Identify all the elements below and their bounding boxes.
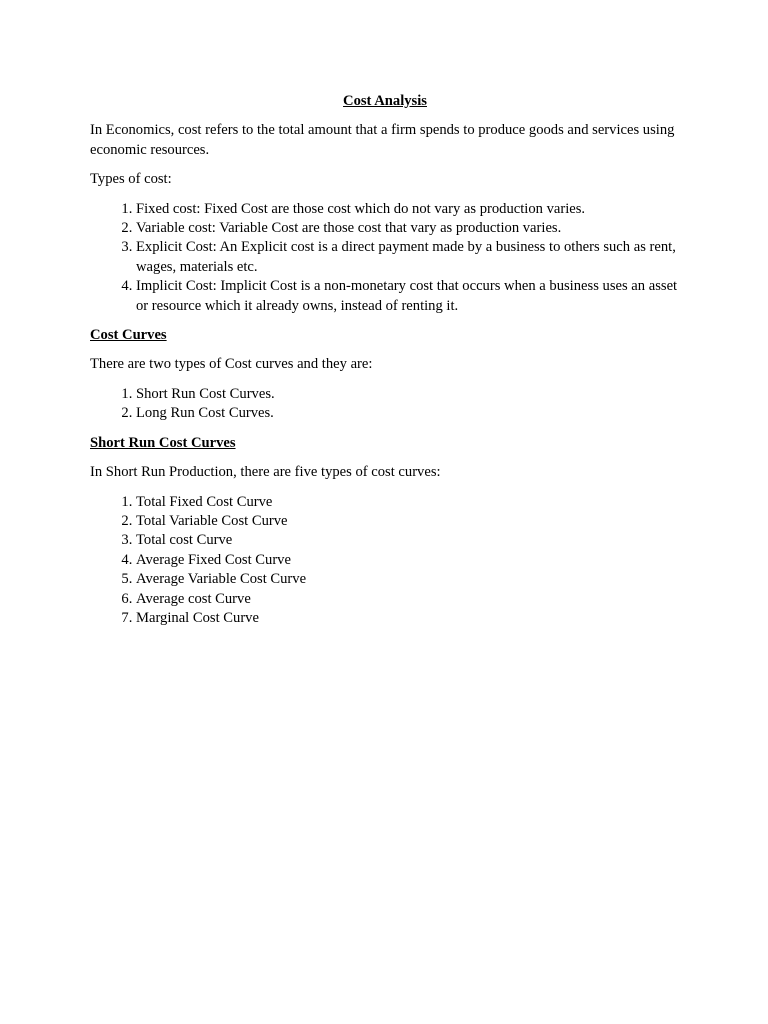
list-item: 1. Short Run Cost Curves. <box>136 385 680 404</box>
list-item: 5. Average Variable Cost Curve <box>136 570 680 589</box>
types-of-cost-list <box>90 200 680 316</box>
list-item: 1. Fixed cost: Fixed Cost are those cost which do not vary as production varies. <box>136 200 680 219</box>
short-run-heading: Short Run Cost Curves <box>90 434 236 451</box>
list-item: 3. Explicit Cost: An Explicit cost is a direct payment made by a business to others such as rent, wages, materials etc. <box>136 238 680 277</box>
list-item: 4. Implicit Cost: Implicit Cost is a non-monetary cost that occurs when a business uses an asset or resource which it already owns, instead of renting it. <box>136 277 680 316</box>
cost-curves-intro: There are two types of Cost curves and they are: <box>90 356 373 373</box>
cost-curves-heading: Cost Curves <box>90 327 167 344</box>
document-page <box>90 92 680 638</box>
types-label: Types of cost: <box>90 171 172 188</box>
intro-paragraph: In Economics, cost refers to the total amount that a firm spends to produce goods and services using economic resources. <box>90 122 675 158</box>
list-item: 2. Variable cost: Variable Cost are those cost that vary as production varies. <box>136 219 680 238</box>
list-item: 6. Average cost Curve <box>136 590 680 609</box>
list-item: 7. Marginal Cost Curve <box>136 609 680 628</box>
list-item: 2. Total Variable Cost Curve <box>136 512 680 531</box>
list-item: 1. Total Fixed Cost Curve <box>136 493 680 512</box>
list-item: 2. Long Run Cost Curves. <box>136 404 680 423</box>
short-run-curves-list <box>90 493 680 629</box>
cost-curves-list <box>90 385 680 424</box>
short-run-intro: In Short Run Production, there are five types of cost curves: <box>90 464 441 481</box>
list-item: 3. Total cost Curve <box>136 531 680 550</box>
document-title: Cost Analysis <box>343 93 427 109</box>
list-item: 4. Average Fixed Cost Curve <box>136 551 680 570</box>
